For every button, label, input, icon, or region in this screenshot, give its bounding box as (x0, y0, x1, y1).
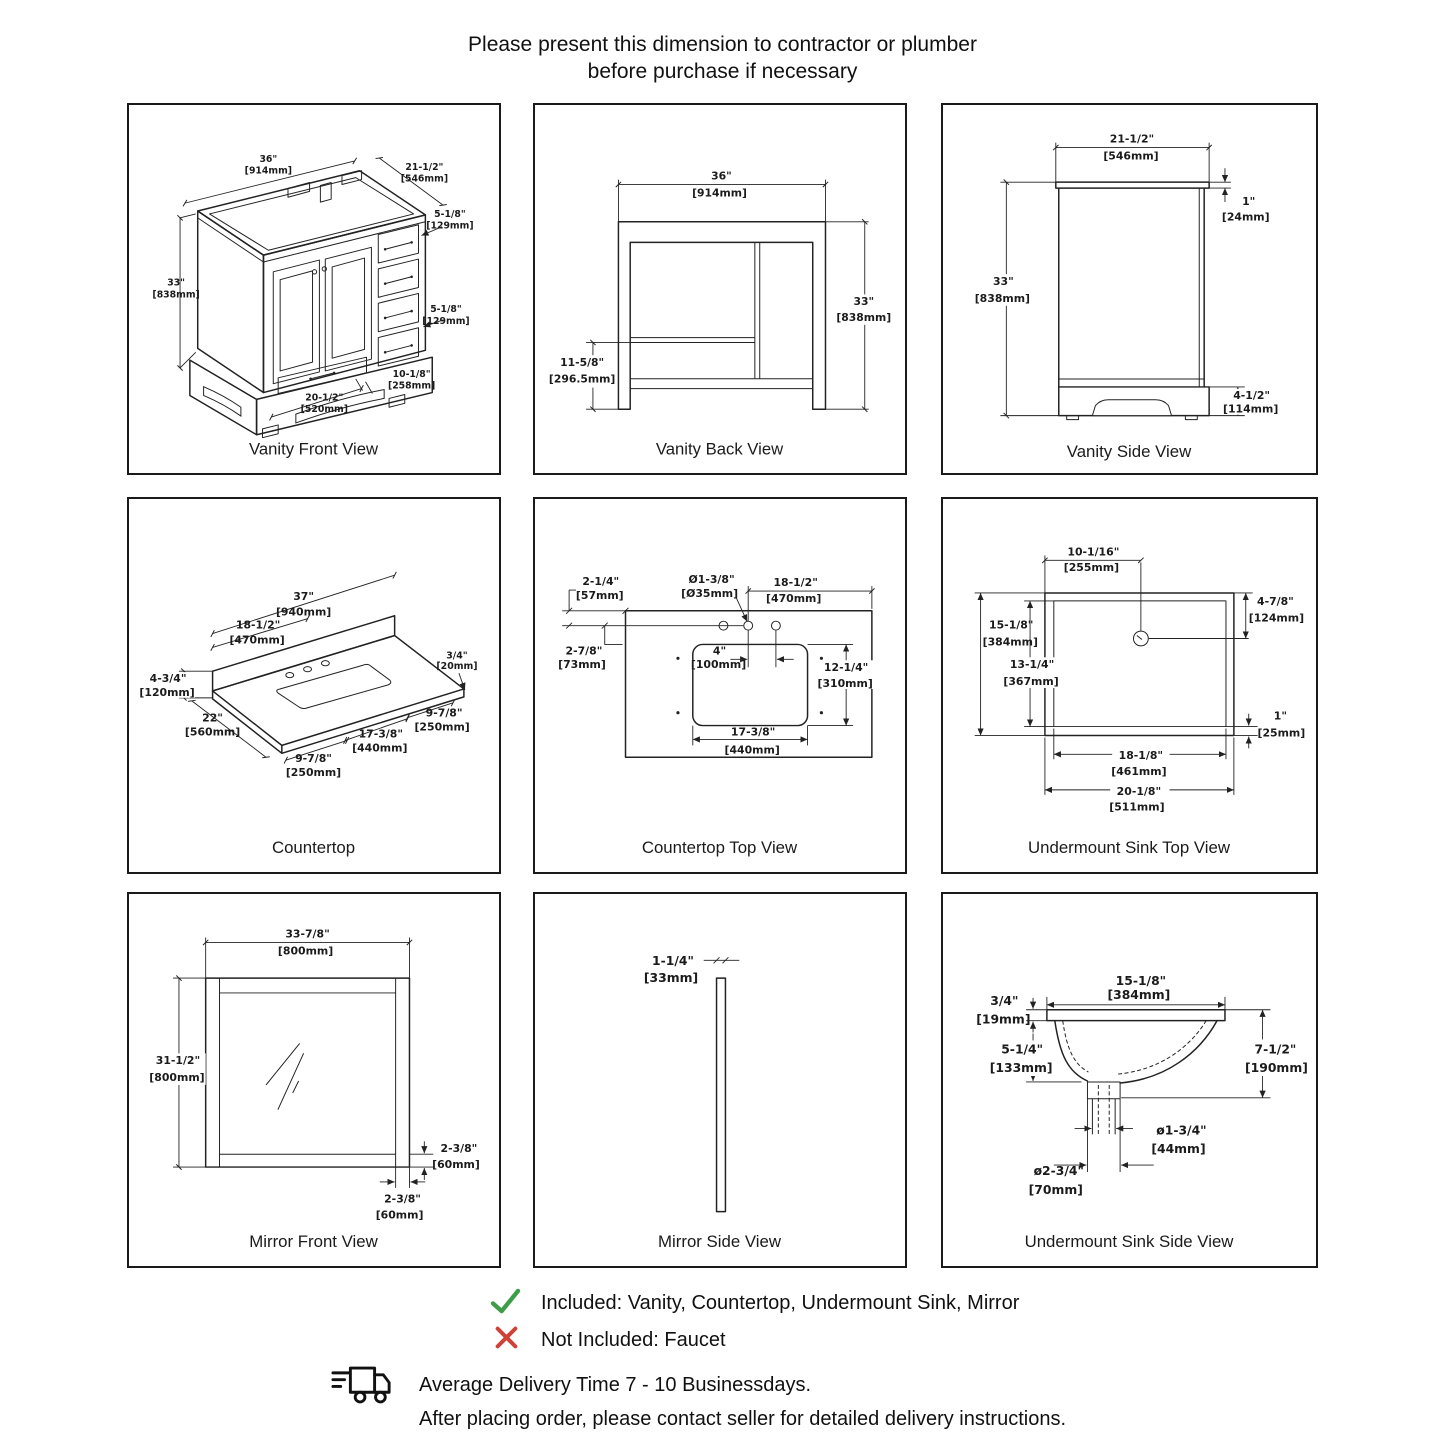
dim-cutout-width-in: 17-3/8" (730, 725, 776, 739)
dim-drawer-lower-in: 5-1/8" (430, 304, 462, 316)
dim-thickness-mm: [20mm] (436, 661, 478, 673)
dim-base-height-in: 4-1/2" (1233, 388, 1271, 402)
vanity-back-dim-lines (586, 180, 869, 410)
mirror-side-drawing (535, 894, 905, 1266)
dim-frame-side-in: 2-3/8" (440, 1142, 478, 1156)
dim-cutout-depth-mm: [310mm] (817, 676, 873, 690)
dim-thickness-mm: [33mm] (643, 971, 699, 986)
dim-thickness-in: 3/4" (446, 650, 468, 662)
dim-outer-width-mm: [511mm] (1109, 800, 1165, 814)
dim-height-mm: [838mm] (152, 289, 200, 301)
dim-width-in: 37" (293, 589, 315, 603)
dim-inner-width-in: 18-1/8" (1118, 749, 1164, 763)
dim-height-in: 33" (853, 295, 875, 309)
vanity-back-dim-labels (549, 170, 891, 388)
panel-countertop (127, 497, 501, 874)
caption-mirror-side: Mirror Side View (658, 1232, 781, 1252)
vanity-side-dim-lines (1000, 143, 1244, 416)
dim-frame-bottom-mm: [60mm] (375, 1208, 424, 1222)
header-line-1: Please present this dimension to contractor or plumber (468, 33, 977, 56)
vanity-side-body (1056, 182, 1209, 419)
dim-frame-bottom-in: 2-3/8" (384, 1192, 421, 1206)
dim-height-in: 33" (992, 275, 1014, 289)
dim-open-height-in: 11-5/8" (560, 356, 605, 370)
dim-open-height-mm: [296.5mm] (548, 372, 616, 386)
dim-drain-from-side-mm: [124mm] (1248, 611, 1305, 625)
dim-depth-in: 21-1/2" (405, 161, 444, 173)
mirror-side-body (717, 978, 726, 1211)
dim-height-in: 31-1/2" (155, 1054, 201, 1068)
not-included-text: Not Included: Faucet (541, 1329, 726, 1351)
dim-width-in: 33-7/8" (285, 927, 330, 941)
caption-vanity-back: Vanity Back View (655, 439, 784, 459)
dim-depth-mm: [560mm] (184, 725, 241, 739)
dim-flange-diameter-mm: [70mm] (1028, 1182, 1083, 1197)
dim-width-mm: [914mm] (244, 165, 293, 177)
dim-rim-in: 1" (1273, 709, 1287, 723)
dim-top-width-in: 15-1/8" (1115, 974, 1167, 989)
mirror-front-dim-labels (149, 928, 480, 1222)
dim-inner-depth-mm: [367mm] (1003, 675, 1059, 689)
dim-drain-offset-mm: [255mm] (1063, 561, 1120, 575)
dim-rim-mm: [25mm] (1257, 726, 1306, 740)
dim-rim-thickness-mm: [19mm] (976, 1012, 1031, 1027)
dim-outer-depth-in: 15-1/8" (989, 618, 1034, 632)
dim-backsplash-left-in: 18-1/2" (235, 618, 281, 632)
caption-sink-side: Undermount Sink Side View (1024, 1232, 1234, 1252)
header-line-2: before purchase if necessary (587, 60, 858, 83)
vanity-front-drawing (129, 105, 499, 473)
vanity-back-frame (618, 222, 825, 409)
dim-depth-mm: [546mm] (1103, 149, 1159, 163)
panel-mirror-front-view (127, 892, 501, 1268)
dim-flange-diameter-in: ø2-3/4" (1033, 1163, 1084, 1178)
dim-width-in: 36" (259, 153, 278, 165)
mirror-front-dim-lines (173, 938, 433, 1188)
dim-top-width-mm: [384mm] (1107, 987, 1171, 1002)
dim-cutout-width-mm: [440mm] (352, 741, 408, 755)
dim-front-left-in: 9-7/8" (295, 752, 332, 766)
check-icon (490, 1288, 521, 1320)
countertop-drawing (129, 499, 499, 872)
dim-base-width-mm: [520mm] (300, 404, 348, 416)
dim-front-offset-mm: [73mm] (558, 658, 606, 672)
dim-width-mm: [800mm] (277, 944, 334, 958)
dim-back-offset-mm: [57mm] (575, 588, 624, 602)
dim-width-mm: [914mm] (692, 186, 747, 200)
dim-base-width-in: 20-1/2" (305, 392, 344, 404)
countertop-dim-labels (139, 590, 477, 779)
dim-inner-width-mm: [461mm] (1111, 765, 1167, 779)
dim-rim-thickness-in: 3/4" (990, 993, 1019, 1008)
dim-width-in: 36" (711, 169, 732, 183)
dim-base-height-mm: [114mm] (1223, 402, 1279, 416)
mirror-front-body (206, 978, 410, 1167)
panel-vanity-side-view (941, 103, 1318, 475)
dim-drain-diameter-mm: [44mm] (1151, 1142, 1206, 1157)
dim-drawer-lower-mm: [129mm] (422, 315, 470, 327)
mirror-front-drawing (129, 894, 499, 1266)
dim-outer-depth-mm: [384mm] (982, 635, 1038, 649)
vanity-back-drawing (535, 105, 905, 473)
dim-width-mm: [940mm] (275, 605, 332, 619)
dim-depth-in: 21-1/2" (1109, 132, 1155, 146)
dim-bottom-drawer-in: 10-1/8" (392, 368, 431, 380)
panel-countertop-top-view (533, 497, 907, 874)
dim-backsplash-height-in: 4-3/4" (149, 672, 187, 686)
dim-top-thickness-mm: [24mm] (1221, 210, 1270, 224)
countertop-top-dim-labels (558, 573, 874, 756)
dim-depth-mm: [546mm] (400, 173, 449, 185)
dim-outer-width-in: 20-1/8" (1116, 784, 1162, 798)
dim-depth-in: 22" (202, 711, 223, 725)
caption-mirror-front: Mirror Front View (249, 1232, 378, 1252)
dim-drain-offset-in: 10-1/16" (1067, 545, 1120, 559)
dim-bowl-depth-in: 5-1/4" (1001, 1042, 1044, 1057)
panel-sink-side-view (941, 892, 1318, 1268)
dim-cutout-width-mm: [440mm] (724, 743, 780, 757)
dim-front-left-mm: [250mm] (285, 766, 342, 780)
dim-bowl-depth-mm: [133mm] (989, 1061, 1053, 1076)
dim-front-right-in: 9-7/8" (425, 706, 463, 720)
caption-countertop-top: Countertop Top View (641, 838, 798, 858)
dim-total-height-in: 7-1/2" (1254, 1042, 1297, 1057)
dim-hole-diameter-mm: [Ø35mm] (681, 586, 739, 600)
panel-vanity-back-view (533, 103, 907, 475)
panel-sink-top-view (941, 497, 1318, 874)
dim-drain-from-side-in: 4-7/8" (1257, 594, 1294, 608)
dim-height-mm: [800mm] (149, 1070, 205, 1084)
dim-hole-diameter-in: Ø1-3/8" (688, 573, 735, 587)
panel-vanity-front-view (127, 103, 501, 475)
dim-thickness-in: 1-1/4" (652, 954, 694, 969)
dim-total-height-mm: [190mm] (1244, 1061, 1308, 1076)
dim-hole-spacing-mm: [100mm] (690, 658, 747, 672)
dim-cutout-width-in: 17-3/8" (358, 727, 403, 741)
delivery-line-2: After placing order, please contact seller for detailed delivery instructions. (419, 1408, 1067, 1430)
caption-vanity-front: Vanity Front View (248, 439, 379, 459)
dim-backsplash-height-mm: [120mm] (139, 685, 195, 699)
dim-hole-spacing-in: 4" (712, 644, 727, 658)
delivery-line-1: Average Delivery Time 7 - 10 Businessdays. (419, 1374, 812, 1396)
vanity-side-drawing (943, 105, 1316, 473)
dim-hole-to-edge-in: 18-1/2" (773, 576, 818, 590)
sink-side-body (1047, 1010, 1225, 1138)
dim-top-thickness-in: 1" (1242, 194, 1256, 208)
dim-inner-depth-in: 13-1/4" (1009, 658, 1055, 672)
dim-bottom-drawer-mm: [258mm] (387, 380, 436, 392)
dim-backsplash-left-mm: [470mm] (229, 633, 285, 647)
dim-front-offset-in: 2-7/8" (565, 644, 603, 658)
dim-hole-to-edge-mm: [470mm] (766, 591, 822, 605)
vanity-side-dim-labels (975, 133, 1282, 416)
dim-height-mm: [838mm] (836, 310, 892, 324)
delivery-truck-icon (331, 1361, 393, 1413)
mirror-side-dim-labels (644, 954, 698, 985)
sink-top-dim-labels (983, 545, 1306, 813)
dim-cutout-depth-in: 12-1/4" (823, 661, 869, 675)
dim-frame-side-mm: [60mm] (432, 1158, 480, 1172)
dim-drawer-top-mm: [129mm] (426, 220, 474, 232)
dim-height-in: 33" (167, 277, 186, 289)
dim-height-mm: [838mm] (974, 291, 1031, 305)
sink-side-dim-labels (976, 974, 1308, 1197)
panel-mirror-side-view (533, 892, 907, 1268)
dim-back-offset-in: 2-1/4" (582, 575, 620, 589)
sink-top-body (1045, 593, 1234, 735)
dim-drawer-top-in: 5-1/8" (434, 208, 466, 220)
caption-vanity-side: Vanity Side View (1066, 442, 1192, 462)
sink-side-drawing (943, 894, 1316, 1266)
mirror-side-dim-lines (704, 957, 740, 963)
dim-front-right-mm: [250mm] (414, 720, 470, 734)
sink-top-drawing (943, 499, 1316, 872)
cross-icon (495, 1326, 518, 1354)
included-text: Included: Vanity, Countertop, Undermount Sink, Mirror (541, 1292, 1020, 1314)
dim-drain-diameter-in: ø1-3/4" (1156, 1123, 1207, 1138)
caption-countertop: Countertop (271, 838, 356, 858)
countertop-top-drawing (535, 499, 905, 872)
caption-sink-top: Undermount Sink Top View (1028, 838, 1231, 858)
